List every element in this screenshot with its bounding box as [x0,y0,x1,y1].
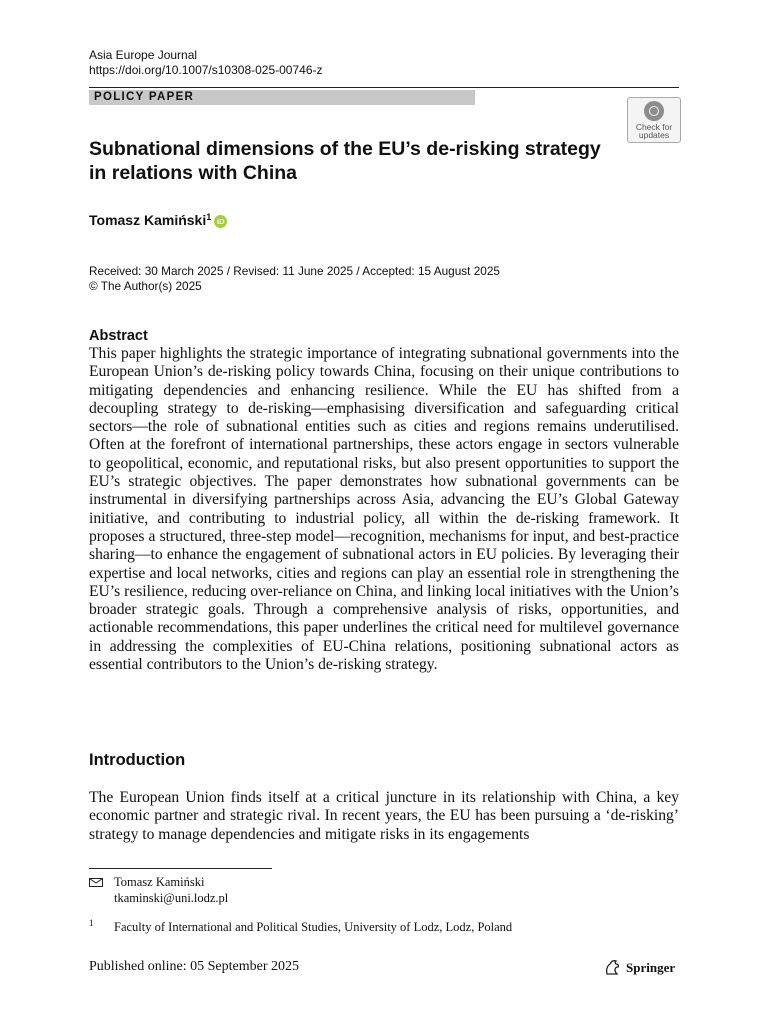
check-updates-line1: Check for [635,122,673,132]
affiliation-number: 1 [89,918,94,928]
author-line [89,208,227,229]
check-for-updates-badge[interactable] [627,97,681,143]
publisher-name: Springer [626,960,676,975]
journal-header [89,48,323,78]
corresponding-author-email[interactable]: tkaminski@uni.lodz.pl [114,891,229,905]
article-title [89,137,619,185]
title-line-2: in relations with China [89,162,298,184]
orcid-icon[interactable]: iD [214,215,227,228]
header-rule [89,87,679,88]
dates-line: Received: 30 March 2025 / Revised: 11 June 2025 / Accepted: 15 August 2025 [89,264,500,278]
published-date: Published online: 05 September 2025 [89,959,299,974]
article-history [89,264,500,294]
abstract-heading: Abstract [89,328,148,344]
section-label: POLICY PAPER [94,91,195,103]
journal-name: Asia Europe Journal [89,48,198,62]
author-name[interactable]: Tomasz Kamiński [89,212,207,228]
copyright-line: © The Author(s) 2025 [89,279,202,293]
introduction-text: The European Union finds itself at a critical juncture in its relationship with China, a key economic partner and strategic rival. In recent years, the EU has been pursuing a ‘de-risking’ strategy to manage dependencies and mitigate risks in its engagements [89,789,679,843]
title-line-1: Subnational dimensions of the EU’s de-risking strategy [89,138,601,160]
author-affiliation-mark: 1 [206,212,212,222]
abstract-text: This paper highlights the strategic importance of integrating subnational governments into the European Union’s de-risking policy towards China, focusing on their unique contributions to mitigating dependencies and enhancing resilience. While the EU has shifted from a decoupling strategy to de-risking—emphasising diversification and safeguarding critical sectors—the role of subnational entities such as cities and regions remains underutilised. Often at the forefront of international partnerships, these actors engage in sectors vulnerable to geopolitical, economic, and reputational risks, but also present opportunities to support the EU’s strategic objectives. The paper demonstrates how subnational governments can be instrumental in diversifying partnerships across Asia, advancing the EU’s Global Gateway initiative, and contributing to industrial policy, all within the de-risking framework. It proposes a structured, three-step model—recognition, mechanisms for input, and best-practice sharing—to enhance the engagement of subnational actors in EU policies. By leveraging their expertise and local networks, cities and regions can play an essential role in strengthening the EU’s resilience, reducing over-reliance on China, and linking local initiatives with the Union’s broader strategic goals. Through a comprehensive analysis of risks, opportunities, and actionable recommendations, this paper underlines the critical need for multilevel governance in addressing the complexities of EU-China relations, positioning subnational actors as essential contributors to the Union’s de-risking strategy. [89,345,679,674]
check-updates-line2: updates [638,130,670,140]
springer-horse-icon [604,959,622,976]
envelope-icon [89,878,103,887]
footnote-rule [89,868,272,869]
doi-link[interactable]: https://doi.org/10.1007/s10308-025-00746-z [89,63,323,77]
corresponding-author-name: Tomasz Kamiński [114,875,205,889]
affiliation-text: Faculty of International and Political Studies, University of Lodz, Lodz, Poland [114,920,513,934]
check-updates-icon [644,101,664,121]
introduction-heading: Introduction [89,751,186,769]
